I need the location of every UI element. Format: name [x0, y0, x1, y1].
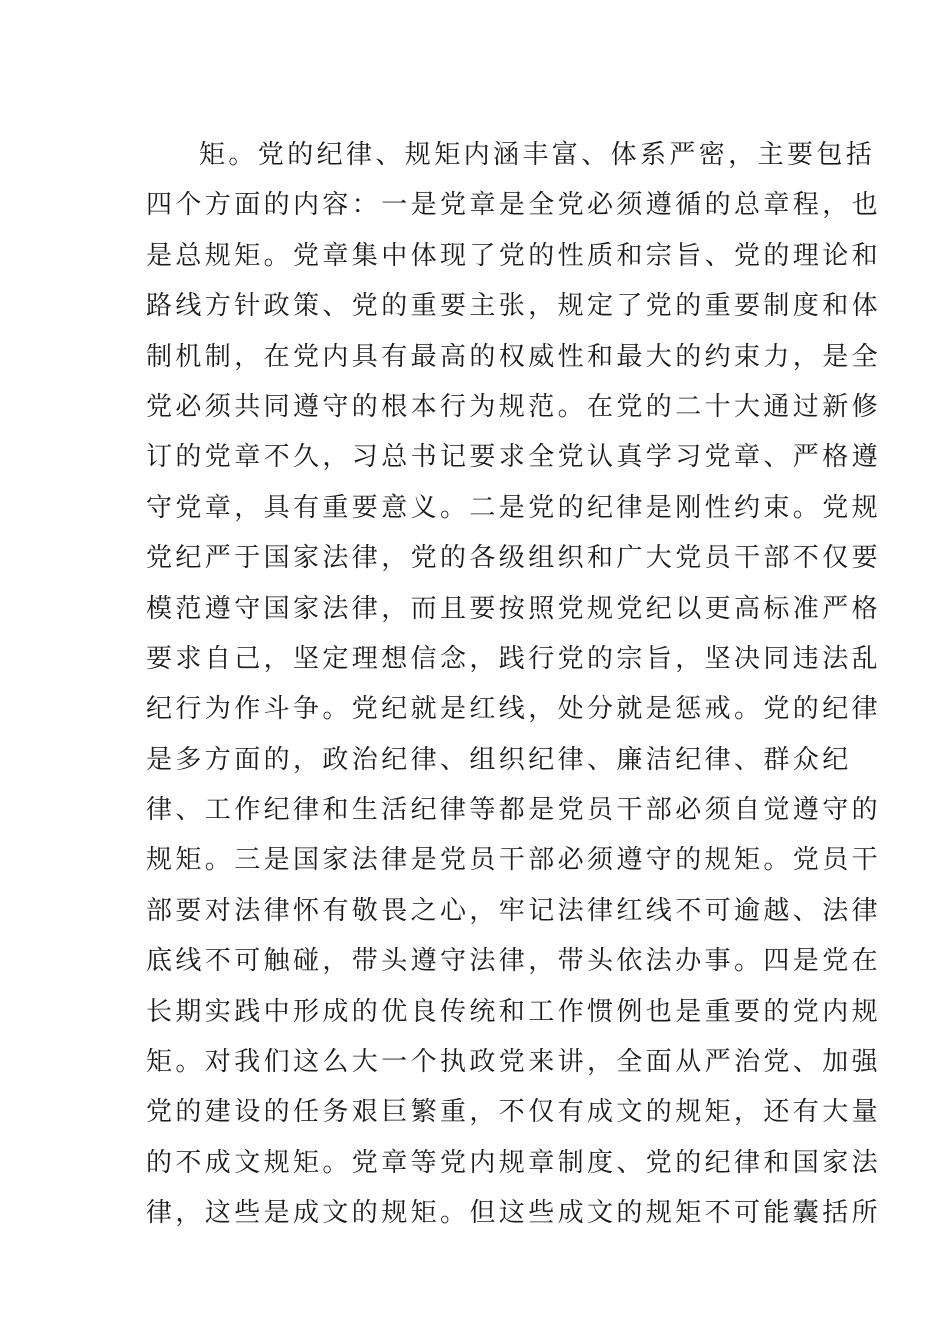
text-line: 律、工作纪律和生活纪律等都是党员干部必须自觉遵守的 [146, 795, 882, 826]
text-line: 四个方面的内容：一是党章是全党必须遵循的总章程，也 [146, 190, 882, 221]
text-line: 律，这些是成文的规矩。但这些成文的规矩不可能囊括所 [146, 1198, 882, 1229]
text-line: 矩。对我们这么大一个执政党来讲，全面从严治党、加强 [146, 1047, 882, 1078]
text-line: 是多方面的，政治纪律、组织纪律、廉洁纪律、群众纪 [146, 744, 852, 775]
text-line: 要求自己，坚定理想信念，践行党的宗旨，坚决同违法乱 [146, 643, 882, 674]
text-line: 是总规矩。党章集中体现了党的性质和宗旨、党的理论和 [146, 240, 882, 271]
text-line: 规矩。三是国家法律是党员干部必须遵守的规矩。党员干 [146, 845, 882, 876]
text-line: 制机制，在党内具有最高的权威性和最大的约束力，是全 [146, 341, 882, 372]
body-paragraph [146, 130, 882, 1239]
text-line: 订的党章不久，习总书记要求全党认真学习党章、严格遵 [146, 442, 882, 473]
text-line: 党的建设的任务艰巨繁重，不仅有成文的规矩，还有大量 [146, 1097, 882, 1128]
text-line: 纪行为作斗争。党纪就是红线，处分就是惩戒。党的纪律 [146, 694, 882, 725]
text-line: 底线不可触碰，带头遵守法律，带头依法办事。四是党在 [146, 946, 882, 977]
text-line: 党必须共同遵守的根本行为规范。在党的二十大通过新修 [146, 391, 882, 422]
text-line: 的不成文规矩。党章等党内规章制度、党的纪律和国家法 [146, 1147, 882, 1178]
text-line: 守党章，具有重要意义。二是党的纪律是刚性约束。党规 [146, 492, 882, 523]
text-line: 路线方针政策、党的重要主张，规定了党的重要制度和体 [146, 291, 882, 322]
text-line: 党纪严于国家法律，党的各级组织和广大党员干部不仅要 [146, 543, 882, 574]
text-line: 部要对法律怀有敬畏之心，牢记法律红线不可逾越、法律 [146, 895, 882, 926]
text-line: 模范遵守国家法律，而且要按照党规党纪以更高标准严格 [146, 593, 882, 624]
text-line: 矩。党的纪律、规矩内涵丰富、体系严密，主要包括 [199, 140, 876, 170]
text-line: 长期实践中形成的优良传统和工作惯例也是重要的党内规 [146, 996, 882, 1027]
